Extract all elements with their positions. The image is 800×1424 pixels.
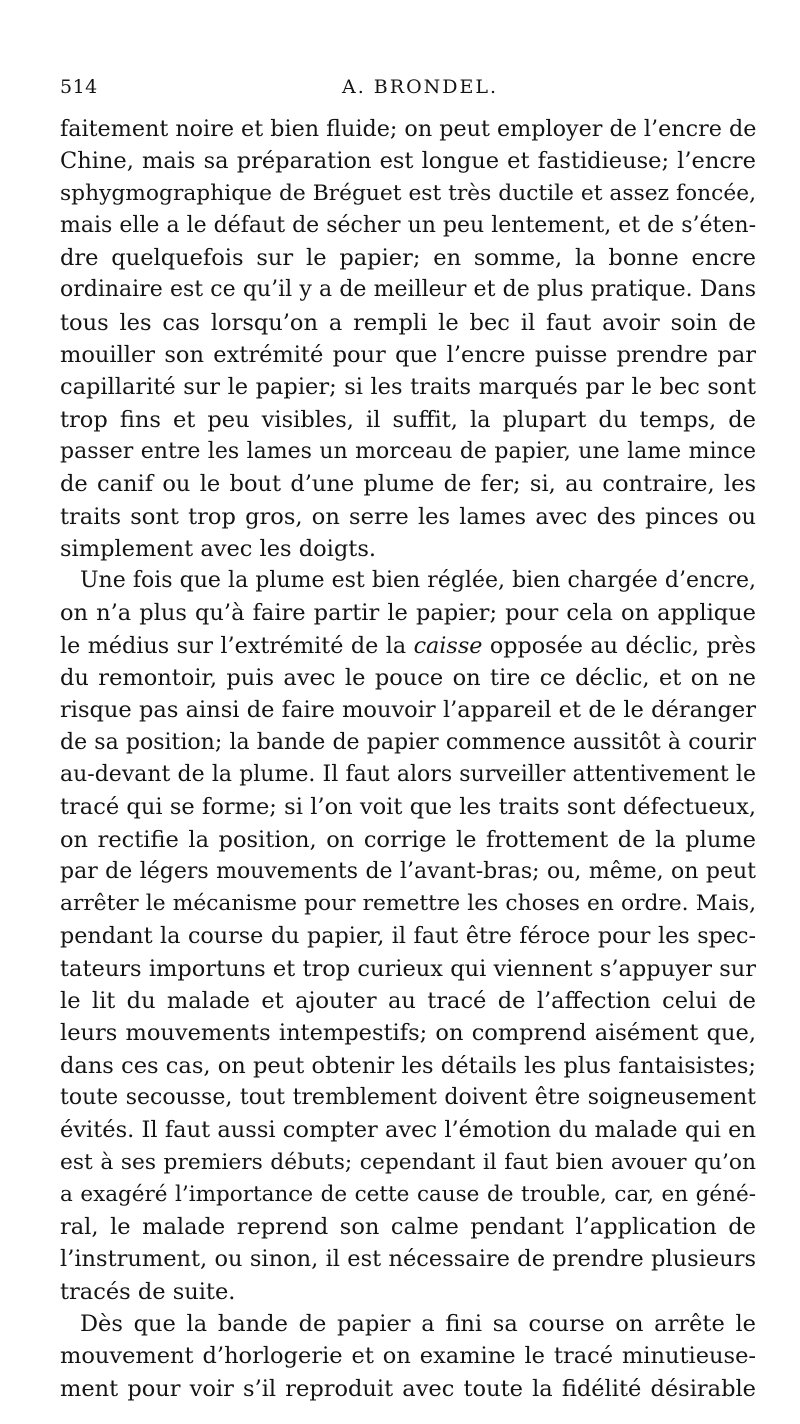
text-line: sphygmographique de Bréguet est très ductile et assez foncée,: [60, 180, 756, 206]
page-header: [60, 76, 760, 104]
running-head: A. BRONDEL.: [342, 76, 499, 98]
text-line: ment pour voir s’il reproduit avec toute la fidélité désirable: [60, 1375, 756, 1402]
text-line: Une fois que la plume est bien réglée, bien chargée d’encre,: [80, 568, 756, 594]
text-line: faitement noire et bien fluide; on peut employer de l’encre de: [60, 116, 756, 142]
text-line: mais elle a le défaut de sécher un peu lentement, et de s’éten-: [60, 212, 756, 238]
text-line: toute secousse, tout tremblement doivent être soigneusement: [60, 1084, 756, 1110]
text-line-with-italic: [60, 630, 756, 662]
page-number: 514: [60, 76, 98, 98]
text-line: Dès que la bande de papier a fini sa course on arrête le: [80, 1310, 756, 1337]
body-text: [60, 113, 756, 1405]
text-line: Chine, mais sa préparation est longue et fastidieuse; l’encre: [60, 148, 756, 175]
text-line: arrêter le mécanisme pour remettre les choses en ordre. Mais,: [60, 891, 756, 917]
text-line: est à ses premiers débuts; cependant il faut bien avouer qu’on: [60, 1149, 756, 1175]
text-line: l’instrument, ou sinon, il est nécessaire de prendre plusieurs: [60, 1246, 756, 1273]
text-line: a exagéré l’importance de cette cause de trouble, car, en géné-: [60, 1181, 756, 1207]
text-line: passer entre les lames un morceau de papier, une lame mince: [60, 438, 756, 464]
text-line: évités. Il faut aussi compter avec l’émotion du malade qui en: [60, 1117, 756, 1144]
text-line: du remontoir, puis avec le pouce on tire ce déclic, et on ne: [60, 665, 756, 692]
text-line: pendant la course du papier, il faut être féroce pour les spec-: [60, 923, 756, 950]
text-line: dre quelquefois sur le papier; en somme, la bonne encre: [60, 245, 756, 272]
text-segment: opposée au déclic, près: [482, 632, 756, 659]
text-line: on rectifie la position, on corrige le frottement de la plume: [60, 826, 756, 853]
text-line: tous les cas lorsqu’on a rempli le bec il faut avoir soin de: [60, 309, 756, 336]
text-line: dans ces cas, on peut obtenir les détails les plus fantaisistes;: [60, 1052, 756, 1079]
text-line: simplement avec les doigts.: [60, 535, 377, 562]
text-line: traits sont trop gros, on serre les lames avec des pinces ou: [60, 503, 756, 530]
text-line: on n’a plus qu’à faire partir le papier; pour cela on applique: [60, 600, 756, 627]
text-line: de canif ou le bout d’une plume de fer; si, au contraire, les: [60, 471, 756, 498]
text-line: tateurs importuns et trop curieux qui viennent s’appuyer sur: [60, 955, 756, 982]
text-line: ordinaire est ce qu’il y a de meilleur et de plus pratique. Dans: [60, 277, 756, 303]
text-segment: le médius sur l’extrémité de la: [60, 632, 414, 659]
text-line: capillarité sur le papier; si les traits marqués par le bec sont: [60, 374, 756, 401]
text-line: mouvement d’horlogerie et on examine le tracé minutieuse-: [60, 1343, 756, 1370]
text-line: mouiller son extrémité pour que l’encre puisse prendre par: [60, 342, 756, 369]
text-line: tracés de suite.: [60, 1278, 236, 1305]
text-line: leurs mouvements intempestifs; on comprend aisément que,: [60, 1020, 756, 1047]
text-line: risque pas ainsi de faire mouvoir l’appareil et de le déranger: [60, 697, 756, 724]
text-line: par de légers mouvements de l’avant-bras; ou, même, on peut: [60, 858, 756, 884]
text-line: de sa position; la bande de papier commence aussitôt à courir: [60, 729, 756, 755]
italic-word: caisse: [413, 632, 483, 659]
text-line: ral, le malade reprend son calme pendant l’application de: [60, 1214, 756, 1241]
text-line: le lit du malade et ajouter au tracé de l’affection celui de: [60, 988, 756, 1015]
text-line: au-devant de la plume. Il faut alors surveiller attentivement le: [60, 761, 756, 787]
text-line: trop fins et peu visibles, il suffit, la plupart du temps, de: [60, 406, 756, 433]
text-line: tracé qui se forme; si l’on voit que les traits sont défectueux,: [60, 794, 756, 821]
